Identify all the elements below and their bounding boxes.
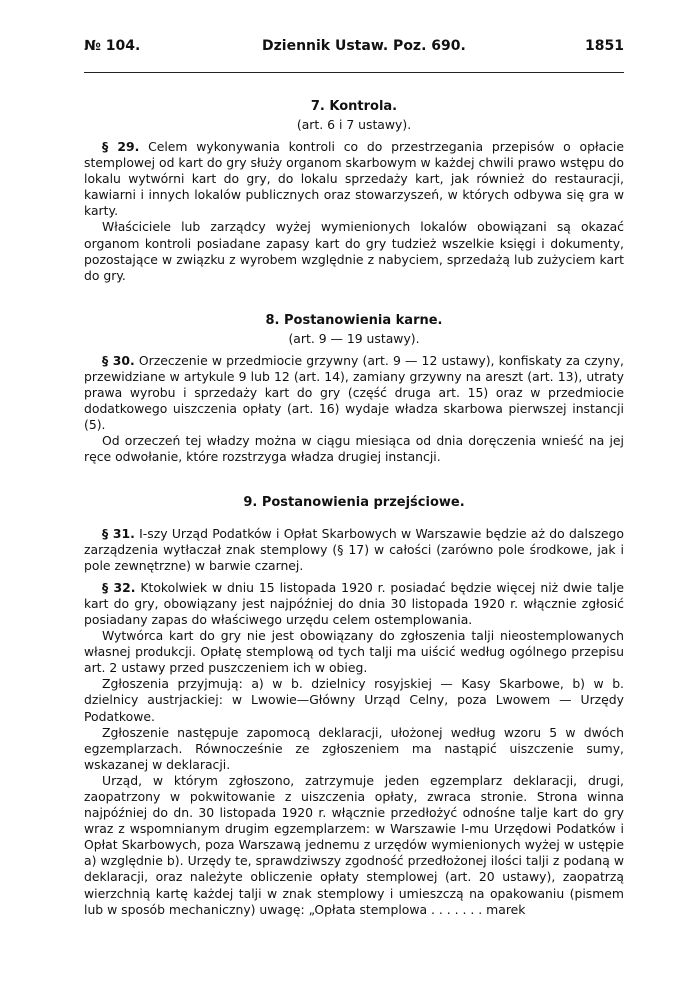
paragraph-text: I-szy Urząd Podatków i Opłat Skarbowych w Warszawie będzie aż do dalszego zarządzenia wytłaczał znak stemplowy (§ 17) w całości (zarówno pole środkowe, jak i pole zewnętrzne) w barwie czarnej. xyxy=(84,525,624,573)
section-sign: § 29. xyxy=(102,139,140,154)
paragraph xyxy=(84,433,624,465)
issue-number: № 104. xyxy=(84,38,141,54)
paragraph-text: Celem wykonywania kontroli co do przestrzegania przepisów o opłacie stemplowej od kart do gry służy organom skarbowym w każdej chwili prawo wstępu do lokalu wytwórni kart do gry, do lokalu sprzedaży kart, jak również do restauracji, kawiarni i innych lokalów publicznych oraz stowarzyszeń, w których odbywa się gra w karty. xyxy=(84,139,624,219)
page-number: 1851 xyxy=(585,38,624,54)
section-sign: § 30. xyxy=(102,352,135,368)
section-sign: § 32. xyxy=(102,579,136,595)
section-heading: 7. Kontrola. xyxy=(310,99,398,114)
paragraph xyxy=(84,773,624,918)
paragraph-text: Właściciele lub zarządcy wyżej wymienionych lokalów obowiązani są okazać organom kontroli posiadane zapasy kart do gry tudzież wszelkie księgi i dokumenty, pozostające w związku z wyrobem względnie z nabyciem, sprzedażą lub zużyciem kart do gry. xyxy=(84,219,624,283)
section-subheading: (art. 9 — 19 ustawy). xyxy=(288,330,420,346)
paragraph-text: Wytwórca kart do gry nie jest obowiązany do zgłoszenia talji nieostemplowanych własnej produkcji. Opłatę stemplową od tych talji ma uiścić według ogólnego przepisu art. 2 ustawy przed puszczeniem ich w obieg. xyxy=(84,628,624,676)
paragraph-text: Zgłoszenia przyjmują: a) w b. dzielnicy rosyjskiej — Kasy Skarbowe, b) w b. dzielnicy austrjackiej: w Lwowie—Główny Urząd Celny, poza Lwowem — Urzędy Podatkowe. xyxy=(84,676,624,724)
document-body xyxy=(84,98,624,918)
section-sign: § 31. xyxy=(102,525,135,541)
paragraph-text: Od orzeczeń tej władzy można w ciągu miesiąca od dnia doręczenia wnieść na jej ręce odwołanie, które rozstrzyga władza drugiej instancji. xyxy=(84,433,624,465)
paragraph xyxy=(84,580,624,628)
page-header xyxy=(84,38,624,60)
paragraph-text: Orzeczenie w przedmiocie grzywny (art. 9 — 12 ustawy), konfiskaty za czyny, przewidziane w artykule 9 lub 12 (art. 14), zamiany grzywny na areszt (art. 13), utraty prawa wyrobu i sprzedaży kart do gry (część druga art. 15) oraz w przedmiocie dodatkowego uiszczenia opłaty (art. 16) wydaje władza skarbowa pierwszej instancji (5). xyxy=(84,352,624,433)
paragraph xyxy=(84,725,624,773)
section-kontrola xyxy=(84,98,624,284)
section-heading: 9. Postanowienia przejściowe. xyxy=(243,494,465,510)
section-postanowienia-przejsciowe xyxy=(84,494,624,918)
paragraph-text: Ktokolwiek w dniu 15 listopada 1920 r. posiadać będzie więcej niż dwie talje kart do gry, obowiązany jest najpóźniej do dnia 30 listopada 1920 r. włącznie zgłosić posiadany zapas do właściwego urzędu celem ostemplowania. xyxy=(84,579,624,627)
paragraph-text: Urząd, w którym zgłoszono, zatrzymuje jeden egzemplarz deklaracji, drugi, zaopatrzony w pokwitowanie z uiszczenia opłaty, zwraca stronie. Strona winna najpóźniej do dn. 30 listopada 1920 r. włącznie przedłożyć odnośne talje kart do gry wraz z wspomnianym drugim egzemplarzem: w Warszawie I-mu Urzędowi Podatków i Opłat Skarbowych, poza Warszawą jednemu z urzędów wymienionych wyżej w ustępie a) względnie b). Urzędy te, sprawdziwszy zgodność przedłożonej ilości talji z podaną w deklaracji, oraz należyte obliczenie opłaty stemplowej (art. 20 ustawy), zaopatrzą wierzchnią kartę każdej talji w znak stemplowy i umieszczą na opakowaniu (pismem lub w sposób mechaniczny) uwagę: „Opłata stemplowa . . . . . . . marek xyxy=(84,772,624,917)
paragraph xyxy=(84,676,624,724)
paragraph-text: Zgłoszenie następuje zapomocą deklaracji, ułożonej według wzoru 5 w dwóch egzemplarzach. Równocześnie ze zgłoszeniem ma nastąpić uiszczenie sumy, wskazanej w deklaracji. xyxy=(84,724,624,772)
section-postanowienia-karne xyxy=(84,312,624,466)
journal-title: Dziennik Ustaw. Poz. 690. xyxy=(262,38,466,54)
paragraph xyxy=(84,526,624,574)
section-heading: 8. Postanowienia karne. xyxy=(265,312,443,328)
section-subheading: (art. 6 i 7 ustawy). xyxy=(296,117,412,132)
paragraph xyxy=(84,628,624,676)
header-rule xyxy=(84,72,624,73)
paragraph xyxy=(84,219,624,283)
paragraph xyxy=(84,353,624,433)
paragraph xyxy=(84,139,624,219)
